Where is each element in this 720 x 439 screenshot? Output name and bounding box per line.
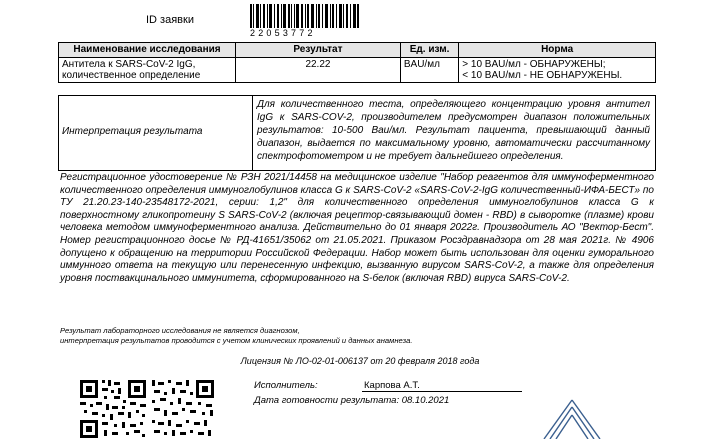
interpretation-text: Для количественного теста, определяющего концентрацию уровня антител IgG к SARS-COV-2, производителем предусмотрен диапазон положительных результатов: 10-500 Bau/мл. Результат пациента, превышающий данный диапазон, выдается по максимальному уровню, автоматически рассчитанному спектрофотометром и не требует дальнейшего определения. <box>252 96 654 170</box>
request-id-label: ID заявки <box>146 14 194 26</box>
disclaimer-line2: интерпретация результатов проводится с учетом клинических проявлений и данных анамнеза. <box>60 336 413 345</box>
test-name-line2: количественное определение <box>62 70 201 81</box>
result-value: 22.22 <box>236 58 401 83</box>
qr-code-icon <box>78 376 148 439</box>
signature-line <box>362 391 522 392</box>
disclaimer-line1: Результат лабораторного исследования не является диагнозом, <box>60 326 300 335</box>
column-header-norm: Норма <box>459 43 656 58</box>
executor-name: Карпова А.Т. <box>364 380 420 391</box>
table-row <box>59 58 656 83</box>
norm-line1: > 10 BAU/мл - ОБНАРУЖЕНЫ; <box>462 59 606 70</box>
license-text: Лицензия № ЛО-02-01-006137 от 20 февраля 2018 года <box>240 356 480 366</box>
column-header-result: Результат <box>236 43 401 58</box>
qr-code-secondary-icon <box>150 376 216 439</box>
results-table <box>58 42 656 83</box>
test-name-line1: Антитела к SARS-CoV-2 IgG, <box>62 59 196 70</box>
registration-text: Регистрационное удостоверение № РЗН 2021/14458 на медицинское изделие "Набор реагентов для иммуноферментного количественного определения иммуноглобулинов класса G к SARS-CoV-2 «SARS-CoV-2-IgG количественный-ИФА-БЕСТ» по ТУ 21.20.23-140-23548172-2021, серии: 1,2" для количественного определения иммуноглобулинов класса G к поверхностному гликопротеину S SARS-CoV-2 (включая рецептор-связывающий домен - RBD) в сыворотке (плазме) крови человека методом иммуноферментного анализа. Действительно до 01 января 2022г. Производитель АО "Вектор-Бест". Номер регистрационного досье № РД-41651/35062 от 21.05.2021. Приказом Росздравнадзора от 28 мая 2021г. № 4906 допущено к обращению на территории Российской Федерации. Набор может быть использован для оценки гуморального иммунного ответа на текущую или перенесенную инфекцию, вызванную вирусом SARS-CoV-2, а также для определения уровня поствакцинального иммунитета, сформированного на S-белок (включая RBD) вируса SARS-CoV-2. <box>60 172 654 284</box>
interpretation-label: Интерпретация результата <box>62 126 203 137</box>
unit-value: BAU/мл <box>400 58 458 83</box>
barcode-number: 22053772 <box>250 28 316 38</box>
executor-label: Исполнитель: <box>254 380 318 391</box>
result-date: Дата готовности результата: 08.10.2021 <box>254 395 450 406</box>
norm-line2: < 10 BAU/мл - НЕ ОБНАРУЖЕНЫ. <box>462 70 623 81</box>
test-name-cell <box>59 58 236 83</box>
column-header-unit: Ед. изм. <box>400 43 458 58</box>
barcode-icon <box>250 4 360 28</box>
table-header-row <box>59 43 656 58</box>
column-header-test-name: Наименование исследования <box>59 43 236 58</box>
disclaimer <box>60 326 560 346</box>
norm-cell <box>459 58 656 83</box>
lab-logo-icon <box>522 398 622 439</box>
